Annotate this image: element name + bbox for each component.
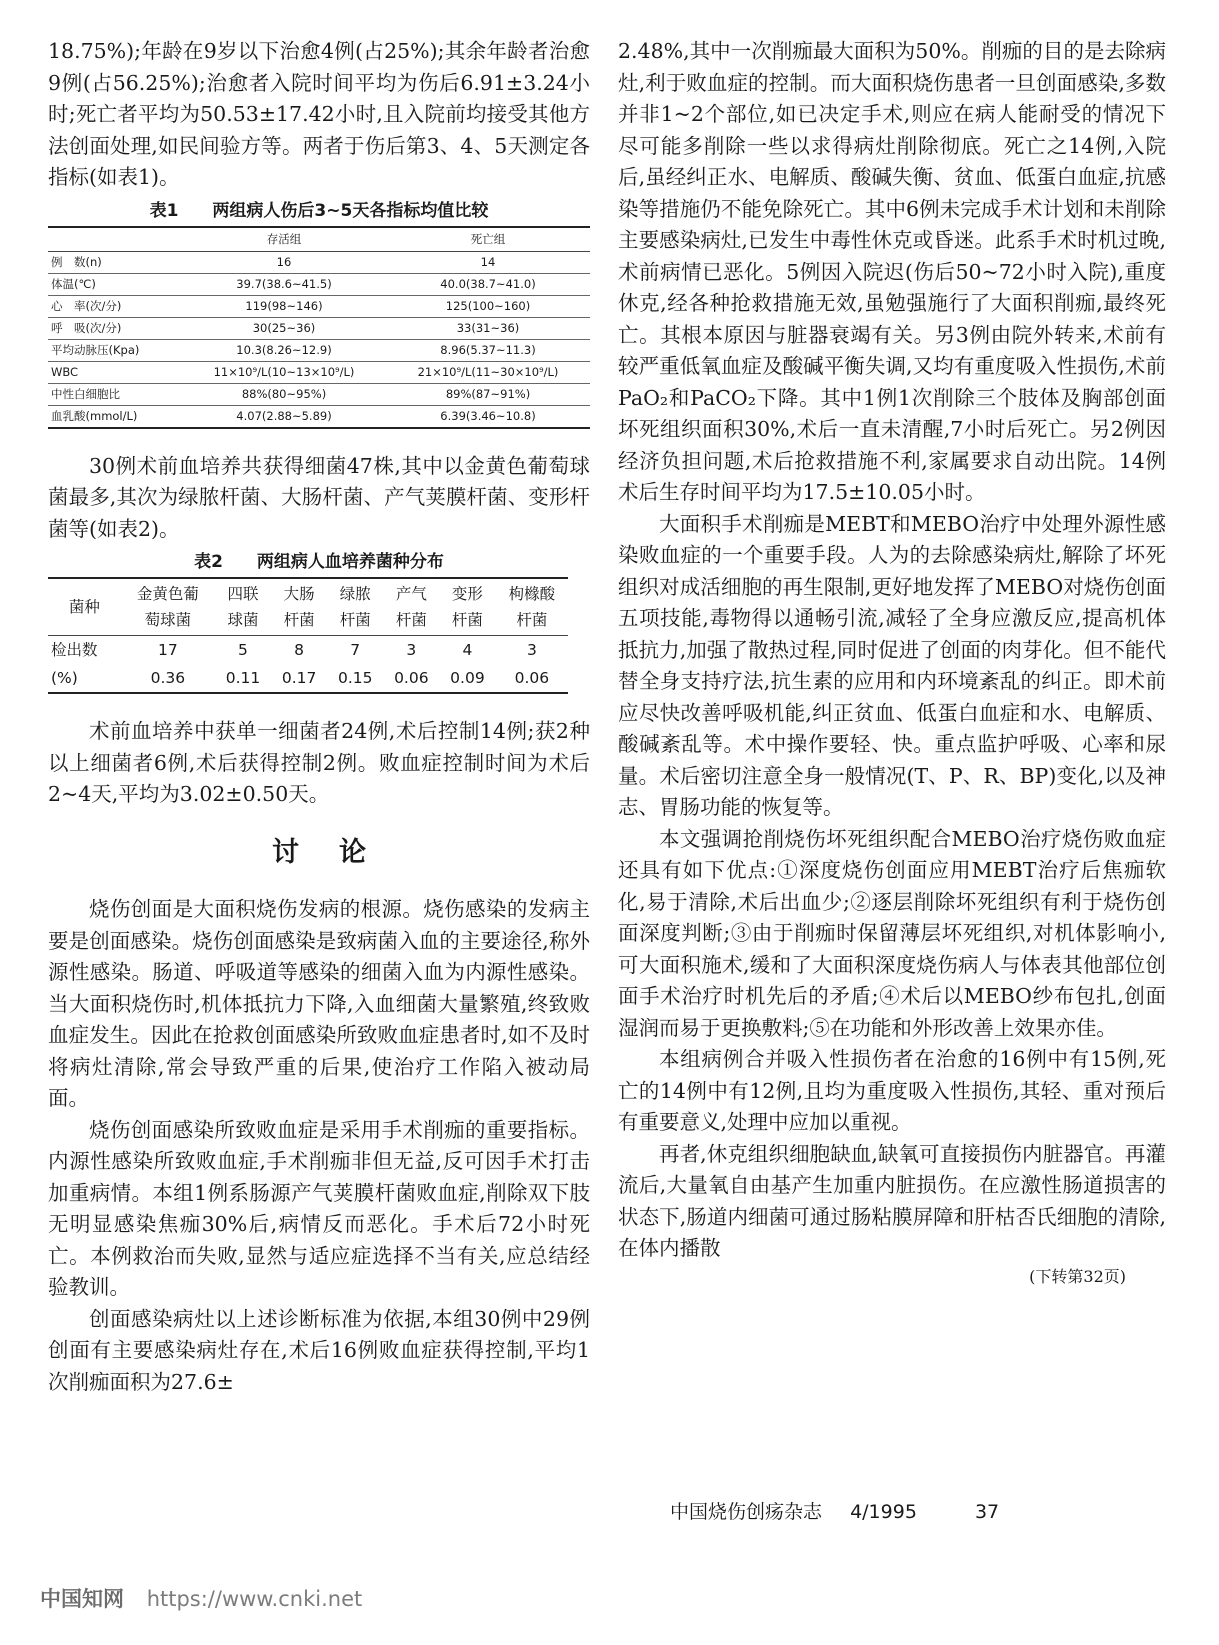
section-heading: 讨论: [272, 836, 406, 868]
table-cell: 10.3(8.26~12.9): [182, 339, 386, 361]
table-row: [48, 664, 568, 693]
table-cell: 11×10⁹/L(10~13×10⁹/L): [182, 361, 386, 383]
table1-title: 两组病人伤后3~5天各指标均值比较: [212, 200, 489, 221]
table-cell: 0.06: [383, 664, 439, 693]
table-cell: (%): [48, 664, 121, 693]
table-cell: 40.0(38.7~41.0): [386, 273, 590, 295]
table-cell: 39.7(38.6~41.5): [182, 273, 386, 295]
table-cell: 0.36: [121, 664, 215, 693]
table-cell: 4: [462, 641, 473, 659]
table-cell: 89%(87~91%): [386, 383, 590, 405]
left-column: [48, 36, 590, 1398]
paragraph: 2.48%,其中一次削痂最大面积为50%。削痂的目的是去除病灶,利于败血症的控制。而大面积烧伤患者一旦创面感染,多数并非1~2个部位,如已决定手术,则应在病人能耐受的情况下尽可能多削除一些以求得病灶削除彻底。死亡之14例,入院后,虽经纠正水、电解质、酸碱失衡、贫血、低蛋白血症,抗感染等措施仍不能免除死亡。其中6例未完成手术计划和未削除主要感染病灶,已发生中毒性休克或昏迷。此系手术时机过晚,术前病情已恶化。5例因入院迟(伤后50~72小时入院),重度休克,经各种抢救措施无效,虽勉强施行了大面积削痂,最终死亡。其根本原因与脏器衰竭有关。另3例由院外转来,术前有较严重低氧血症及酸碱平衡失调,又均有重度吸入性损伤,术前PaO₂和PaCO₂下降。其中1例1次削除三个肢体及胸部创面坏死组织面积30%,术后一直未清醒,7小时后死亡。另2例因经济负担问题,术后抢救措施不利,家属要求自动出院。14例术后生存时间平均为17.5±10.05小时。: [618, 39, 1166, 504]
table2-caption: [48, 549, 590, 575]
table1-header-cell: 存活组: [182, 227, 386, 252]
table-cell: 119(98~146): [182, 295, 386, 317]
table2-header-cell: 产气 杆菌: [383, 578, 439, 636]
table2-header-cell: 金黄色葡 萄球菌: [121, 578, 215, 636]
table-cell: 0.15: [327, 664, 383, 693]
table-cell: 检出数: [51, 641, 98, 659]
table2-header-cell: 绿脓 杆菌: [327, 578, 383, 636]
watermark-url: https://www.cnki.net: [146, 1587, 363, 1611]
table1-header-cell: [48, 227, 182, 252]
table-cell: 8.96(5.37~11.3): [386, 339, 590, 361]
table-cell: 8: [294, 641, 305, 659]
table-cell: 呼 吸(次/分): [48, 317, 182, 339]
paragraph: 烧伤创面是大面积烧伤发病的根源。烧伤感染的发病主要是创面感染。烧伤创面感染是致病菌入血的主要途径,称外源性感染。肠道、呼吸道等感染的细菌入血为内源性感染。当大面积烧伤时,机体抵抗力下降,入血细菌大量繁殖,终致败血症发生。因此在抢救创面感染所致败血症患者时,如不及时将病灶清除,常会导致严重的后果,使治疗工作陷入被动局面。: [48, 897, 590, 1110]
table-row: [48, 405, 590, 428]
table-cell: 125(100~160): [386, 295, 590, 317]
table2-header-cell: 大肠 杆菌: [271, 578, 327, 636]
table2: [48, 577, 568, 694]
table-cell: 33(31~36): [386, 317, 590, 339]
paragraph: 18.75%);年龄在9岁以下治愈4例(占25%);其余年龄者治愈9例(占56.25%);治愈者入院时间平均为伤后6.91±3.24小时;死亡者平均为50.53±17.42小时,且入院前均接受其他方法创面处理,如民间验方等。两者于伤后第3、4、5天测定各指标(如表1)。: [48, 39, 590, 189]
table-cell: 3: [406, 641, 417, 659]
table-cell: 4.07(2.88~5.89): [182, 405, 386, 428]
table-row: [48, 295, 590, 317]
table2-header-row: [48, 578, 568, 636]
continued-note: (下转第32页): [1029, 1266, 1126, 1286]
table1-header-cell: 死亡组: [386, 227, 590, 252]
watermark: [40, 1583, 362, 1613]
paragraph: 创面感染病灶以上述诊断标准为依据,本组30例中29例创面有主要感染病灶存在,术后16例败血症获得控制,平均1次削痂面积为27.6±: [48, 1306, 590, 1394]
table-cell: 14: [386, 251, 590, 273]
paragraph: 本文强调抢削烧伤坏死组织配合MEBO治疗烧伤败血症还具有如下优点:①深度烧伤创面应用MEBT治疗后焦痂软化,易于清除,术后出血少;②逐层削除坏死组织有利于烧伤创面深度判断;③由于削痂时保留薄层坏死组织,对机体影响小,可大面积施术,缓和了大面积深度烧伤病人与体表其他部位创面手术治疗时机先后的矛盾;④术后以MEBO纱布包扎,创面湿润而易于更换敷料;⑤在功能和外形改善上效果亦佳。: [618, 826, 1166, 1040]
table-cell: 0.06: [495, 664, 568, 693]
table-row: [48, 251, 590, 273]
table-row: [48, 361, 590, 383]
table-cell: 30(25~36): [182, 317, 386, 339]
paragraph: 再者,休克组织细胞缺血,缺氧可直接损伤内脏器官。再灌流后,大量氧自由基产生加重内脏损伤。在应激性肠道损害的状态下,肠道内细菌可通过肠粘膜屏障和肝枯否氏细胞的清除,在体内播散: [618, 1141, 1166, 1260]
journal-name: 中国烧伤创疡杂志: [670, 1501, 823, 1523]
table2-header-cell: 菌种: [48, 578, 121, 636]
table-cell: 21×10⁹/L(11~30×10⁹/L): [386, 361, 590, 383]
table1-caption: [48, 198, 590, 224]
table-row: [48, 339, 590, 361]
table-cell: 体温(℃): [48, 273, 182, 295]
table-cell: 5: [238, 641, 248, 659]
table1-header-row: [48, 227, 590, 252]
paragraph: 本组病例合并吸入性损伤者在治愈的16例中有15例,死亡的14例中有12例,且均为重度吸入性损伤,其轻、重对预后有重要意义,处理中应加以重视。: [618, 1047, 1166, 1134]
table-cell: 平均动脉压(Kpa): [48, 339, 182, 361]
journal-issue: 4/1995: [850, 1501, 917, 1523]
table-cell: WBC: [48, 361, 182, 383]
table-cell: 中性白细胞比: [48, 383, 182, 405]
table-cell: 0.17: [271, 664, 327, 693]
table2-header-cell: 枸橼酸 杆菌: [495, 578, 568, 636]
table-cell: 0.09: [439, 664, 495, 693]
right-column: [618, 36, 1166, 1289]
table1: [48, 226, 590, 429]
table-row: [48, 317, 590, 339]
table-cell: 血乳酸(mmol/L): [48, 405, 182, 428]
table-cell: 0.11: [215, 664, 271, 693]
table-cell: 6.39(3.46~10.8): [386, 405, 590, 428]
table2-title: 两组病人血培养菌种分布: [256, 552, 444, 572]
paragraph: 大面积手术削痂是MEBT和MEBO治疗中处理外源性感染败血症的一个重要手段。人为的去除感染病灶,解除了坏死组织对成活细胞的再生限制,更好地发挥了MEBO对烧伤创面五项技能,毒物得以通畅引流,减轻了全身应激反应,提高机体抵抗力,加强了散热过程,同时促进了创面的肉芽化。但不能代替全身支持疗法,抗生素的应用和内环境紊乱的纠正。即术前应尽快改善呼吸机能,纠正贫血、低蛋白血症和水、电解质、酸碱紊乱等。术中操作要轻、快。重点监护呼吸、心率和尿量。术后密切注意全身一般情况(T、P、R、BP)变化,以及神志、胃肠功能的恢复等。: [618, 511, 1166, 819]
table-cell: 16: [182, 251, 386, 273]
paragraph: 术前血培养中获单一细菌者24例,术后控制14例;获2种以上细菌者6例,术后获得控制2例。败血症控制时间为术后2~4天,平均为3.02±0.50天。: [48, 719, 590, 806]
table2-header-cell: 变形 杆菌: [439, 578, 495, 636]
table2-number: 表2: [194, 552, 223, 572]
page-number: 37: [974, 1501, 1000, 1523]
page-footer: [670, 1497, 1021, 1524]
watermark-brand: 中国知网: [40, 1587, 124, 1611]
paragraph: 烧伤创面感染所致败血症是采用手术削痂的重要指标。内源性感染所致败血症,手术削痂非但无益,反可因手术打击加重病情。本组1例系肠源产气荚膜杆菌败血症,削除双下肢无明显感染焦痂30%后,病情反而恶化。手术后72小时死亡。本例救治而失败,显然与适应症选择不当有关,应总结经验教训。: [48, 1117, 590, 1299]
table-row: [48, 273, 590, 295]
paragraph: 30例术前血培养共获得细菌47株,其中以金黄色葡萄球菌最多,其次为绿脓杆菌、大肠杆菌、产气荚膜杆菌、变形杆菌等(如表2)。: [48, 453, 590, 541]
table-cell: 心 率(次/分): [48, 295, 182, 317]
table-cell: 88%(80~95%): [182, 383, 386, 405]
table-row: [48, 383, 590, 405]
table1-number: 表1: [149, 200, 179, 221]
table2-header-cell: 四联 球菌: [215, 578, 271, 636]
table-cell: 17: [157, 641, 178, 659]
table-cell: 3: [526, 641, 537, 659]
table-cell: 7: [350, 641, 361, 659]
table-row: [48, 636, 568, 665]
table-cell: 例 数(n): [48, 251, 182, 273]
